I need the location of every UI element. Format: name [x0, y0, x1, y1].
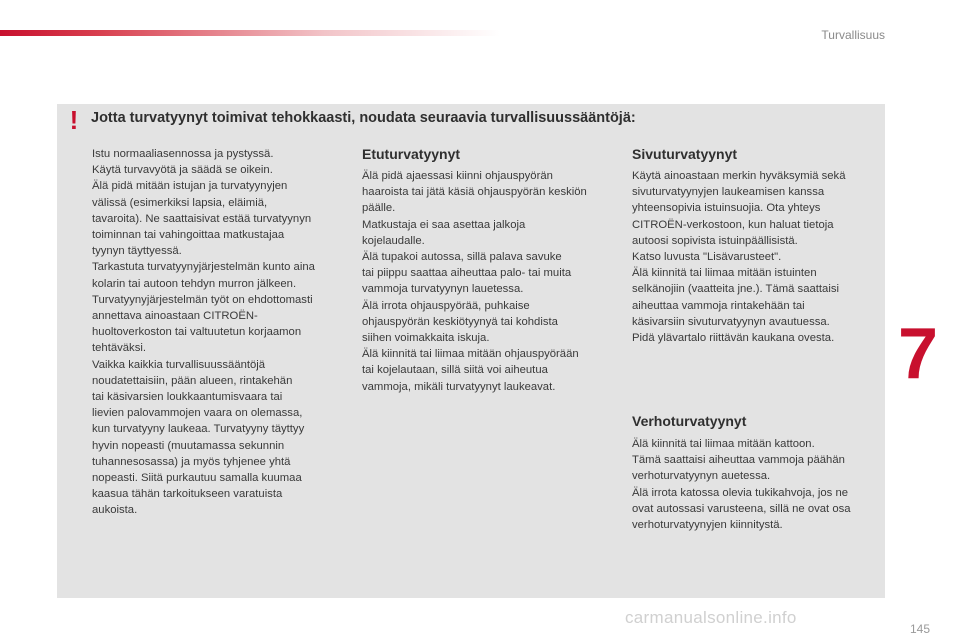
header-accent-bar	[0, 30, 500, 36]
general-rules-text: Istu normaaliasennossa ja pystyssä. Käytä turvavyötä ja säädä se oikein. Älä pidä mitään istujan ja turvatyynyjen välissä (esimerkiksi lapsia, eläimiä, tavaroita). Ne saattaisivat estää turvatyynyn toiminnan tai vahingoittaa matkustajaa tyynyn täyttyessä. Tarkastuta turvatyynyjärjestelmän kunto aina kolarin tai autoon tehdyn murron jälkeen. Turvatyynyjärjestelmän työt on ehdottomasti annettava ainoastaan CITROËN- huoltoverkoston tai valtuutetun korjaamon tehtäväksi. Vaikka kaikkia turvallisuussääntöjä noudatettaisiin, pään alueen, rintakehän tai käsivarsien loukkaantumisvaara tai lievien palovammojen vaara on olemassa, kun turvatyyny laukeaa. Turvatyyny täyttyy hyvin nopeasti (muutamassa sekunnin tuhannesosassa) ja myös tyhjenee yhtä nopeasti. Siitä purkautuu samalla kuumaa kaasua tähän tarkoitukseen varatuista aukoista.	[92, 148, 315, 517]
section-title: Turvallisuus	[821, 28, 885, 42]
curtain-airbags-text: Älä kiinnitä tai liimaa mitään kattoon. Tämä saattaisi aiheuttaa vammoja päähän verhoturvatyynyn auetessa. Älä irrota katossa olevia tukikahvoja, jos ne ovat autossasi varusteena, sillä ne ovat osa verhoturvatyynyjen kiinnitystä.	[632, 438, 851, 532]
side-airbags-text: Käytä ainoastaan merkin hyväksymiä sekä sivuturvatyynyjen laukeamisen kanssa yhteensopivia istuinsuojia. Ota yhteys CITROËN-verkostoon, kun haluat tietoja autoosi sopivista istuinpäällisistä. Katso luvusta "Lisävarusteet". Älä kiinnitä tai liimaa mitään istuinten selkänojiin (vaatteita jne.). Tämä saattaisi aiheuttaa vammoja rintakehään tai käsivarsiin sivuturvatyynyn avautuessa. Pidä ylävartalo riittävän kaukana ovesta.	[632, 170, 846, 345]
panel-heading: Jotta turvatyynyt toimivat tehokkaasti, noudata seuraavia turvallisuussääntöjä:	[91, 110, 636, 126]
chapter-number: 7	[897, 314, 938, 394]
page-number: 145	[909, 622, 930, 636]
front-airbags-text: Älä pidä ajaessasi kiinni ohjauspyörän haaroista tai jätä käsiä ohjauspyörän keskiön päälle. Matkustaja ei saa asettaa jalkoja kojelaudalle. Älä tupakoi autossa, sillä palava savuke tai piippu saattaa aiheuttaa palo- tai muita vammoja turvatyynyn lauetessa. Älä irrota ohjauspyörää, puhkaise ohjauspyörän keskiötyynyä tai kohdista siihen voimakkaita iskuja. Älä kiinnitä tai liimaa mitään ohjauspyörään tai kojelautaan, sillä siitä voi aiheutua vammoja, mikäli turvatyynyt laukeavat.	[362, 170, 587, 393]
exclamation-icon: !	[69, 105, 79, 135]
curtain-airbags-heading: Verhoturvatyynyt	[632, 413, 747, 429]
watermark: carmanualsonline.info	[625, 608, 797, 627]
side-airbags-heading: Sivuturvatyynyt	[632, 146, 738, 162]
front-airbags-heading: Etuturvatyynyt	[362, 146, 461, 162]
